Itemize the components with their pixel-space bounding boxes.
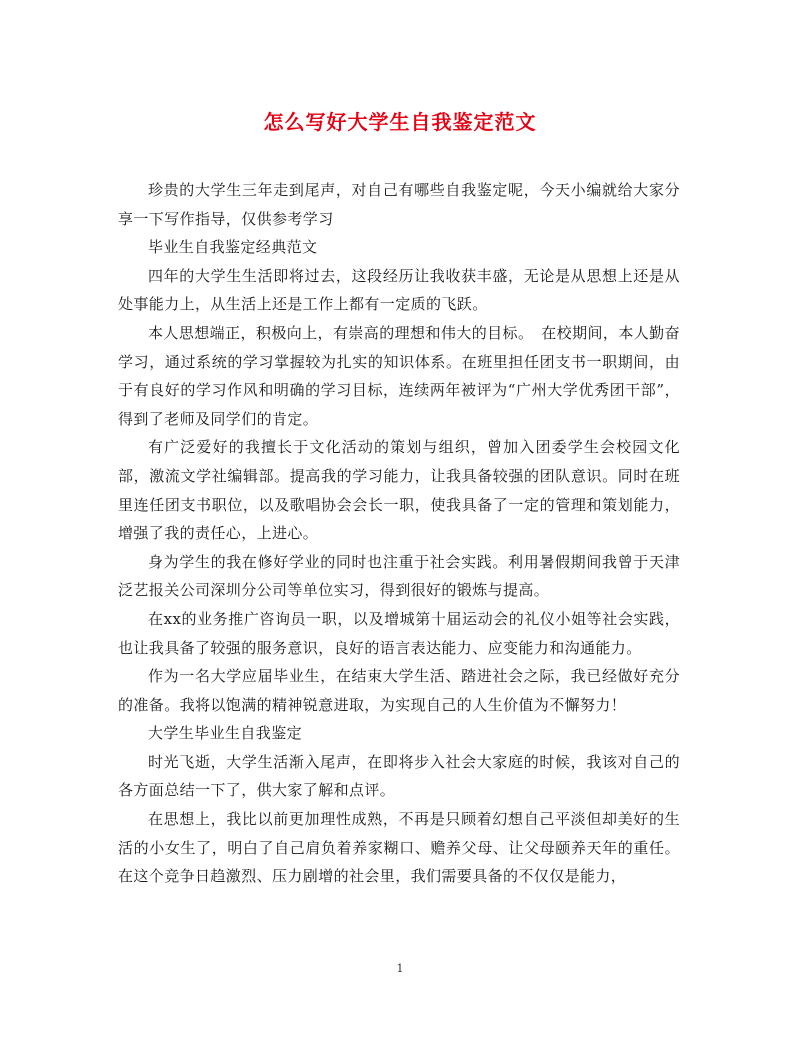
- paragraph: 身为学生的我在修好学业的同时也注重于社会实践。利用暑假期间我曾于天津泛艺报关公司深圳分公司等单位实习，得到很好的锻炼与提高。: [118, 552, 680, 600]
- document-title: 怎么写好大学生自我鉴定范文: [263, 110, 537, 134]
- paragraph-intro: 珍贵的大学生三年走到尾声，对自己有哪些自我鉴定呢，今天小编就给大家分享一下写作指导，仅供参考学习: [118, 181, 680, 228]
- document-body: [118, 176, 680, 891]
- paragraph: 作为一名大学应届毕业生，在结束大学生活、踏进社会之际，我已经做好充分的准备。我将以饱满的精神锐意进取，为实现自己的人生价值为不懈努力！: [118, 667, 680, 714]
- section-heading-graduate: 大学生毕业生自我鉴定: [148, 724, 303, 743]
- paragraph: 本人思想端正，积极向上，有崇高的理想和伟大的目标。 在校期间，本人勤奋学习，通过系统的学习掌握较为扎实的知识体系。在班里担任团支书一职期间，由于有良好的学习作风和明确的学习目标，连续两年被评为“广州大学优秀团干部”，得到了老师及同学们的肯定。: [118, 323, 680, 428]
- page-number: 1: [396, 962, 404, 975]
- paragraph: 四年的大学生生活即将过去，这段经历让我收获丰盛，无论是从思想上还是从处事能力上，从生活上还是工作上都有一定质的飞跃。: [118, 266, 680, 314]
- paragraph: 时光飞逝，大学生活渐入尾声，在即将步入社会大家庭的时候，我该对自己的各方面总结一下了，供大家了解和点评。: [118, 752, 680, 800]
- paragraph: 有广泛爱好的我擅长于文化活动的策划与组织，曾加入团委学生会校园文化部，激流文学社编辑部。提高我的学习能力，让我具备较强的团队意识。同时在班里连任团支书职位，以及歌唱协会会长一职，使我具备了一定的管理和策划能力，增强了我的责任心，上进心。: [118, 438, 680, 543]
- section-heading-classic: 毕业生自我鉴定经典范文: [148, 238, 318, 257]
- paragraph: 在xx的业务推广咨询员一职，以及增城第十届运动会的礼仪小姐等社会实践，也让我具备了较强的服务意识，良好的语言表达能力、应变能力和沟通能力。: [118, 609, 680, 657]
- paragraph: 在思想上，我比以前更加理性成熟，不再是只顾着幻想自己平淡但却美好的生活的小女生了，明白了自己肩负着养家糊口、赡养父母、让父母颐养天年的重任。在这个竞争日趋激烈、压力剧增的社会里，我们需要具备的不仅仅是能力，: [118, 810, 680, 886]
